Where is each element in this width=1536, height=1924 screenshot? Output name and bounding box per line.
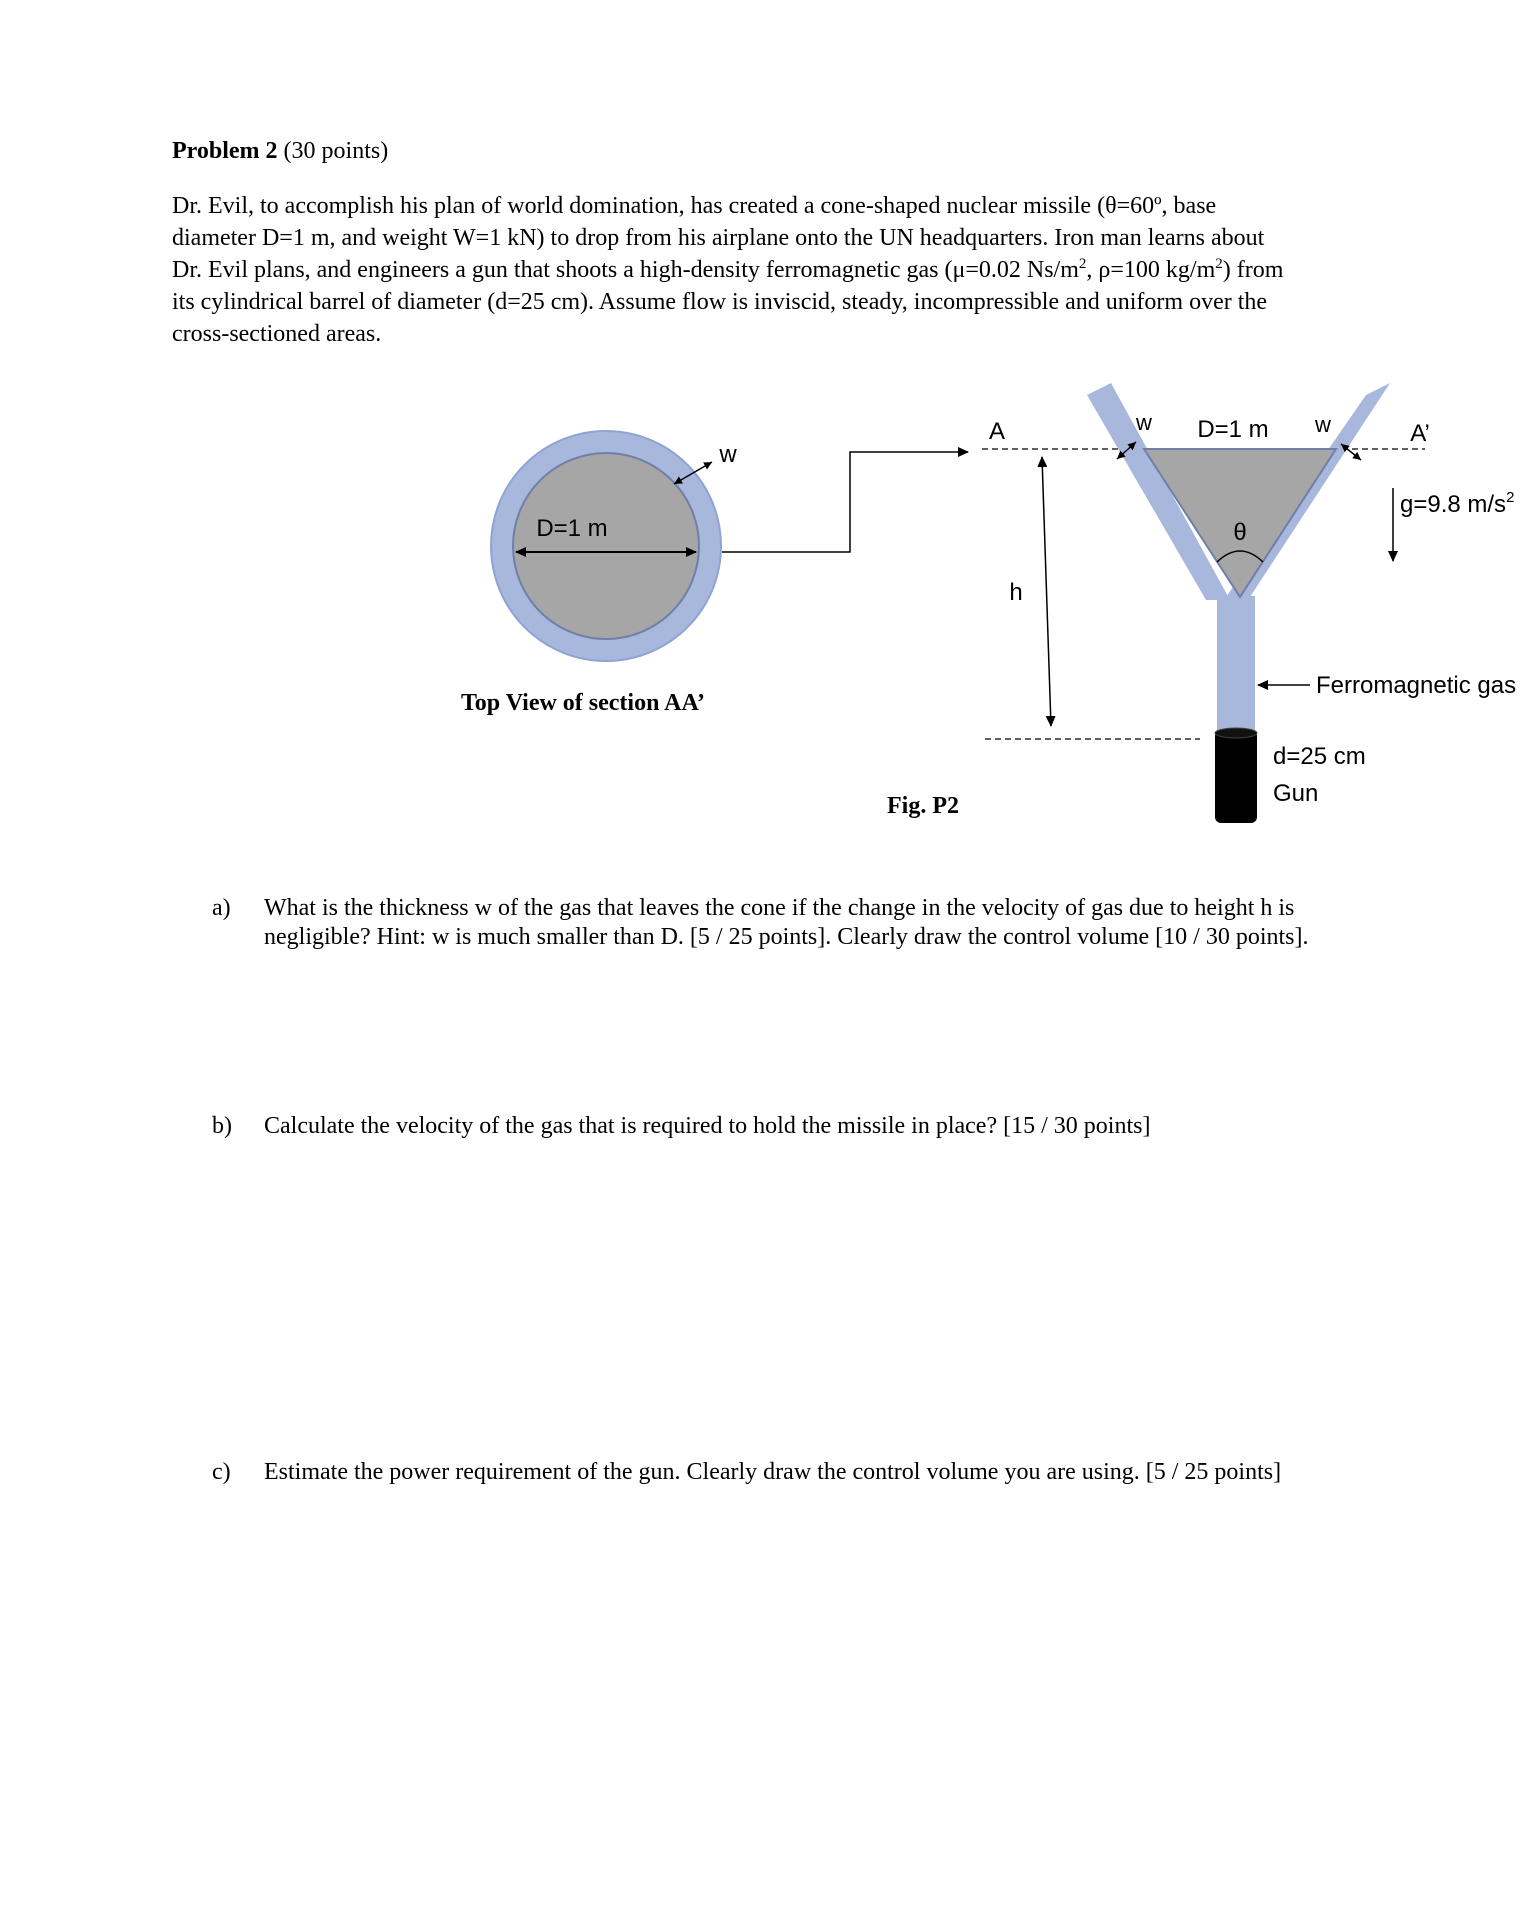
question-line: Calculate the velocity of the gas that is required to hold the missile in place? [15 / 30 points] [264,1113,1151,1139]
cone-angle-label: θ [1233,519,1247,546]
statement-line: Dr. Evil plans, and engineers a gun that shoots a high-density ferromagnetic gas (μ=0.02 $Ns/m^2$, ρ=100 $kg/m^2$) from [172,256,1284,283]
problem-title: Problem 2 [172,138,278,164]
gun-barrel [1215,730,1257,823]
top-view-thickness-label: w [719,441,737,468]
gun-muzzle [1215,728,1257,738]
thickness-left-label: w [1136,410,1152,435]
statement-line: its cylindrical barrel of diameter (d=25 cm). Assume flow is inviscid, steady, incompressible and uniform over the [172,289,1268,315]
problem-points: (30 points) [283,138,389,164]
question-line: negligible? Hint: w is much smaller than D. [5 / 25 points]. Clearly draw the control volume [10 / 30 points]. [264,924,1309,950]
statement-line: cross-sectioned areas. [172,321,382,347]
question-text [264,1112,1434,1141]
statement-line: Dr. Evil, to accomplish his plan of world domination, has created a cone-shaped nuclear missile (θ=60º, base [172,193,1217,219]
side-view-diameter-label: D=1 m [1197,416,1269,443]
section-end-label: A’ [1410,420,1430,447]
section-pointer [722,452,968,552]
question-line: What is the thickness w of the gas that leaves the cone if the change in the velocity of gas due to height h is [264,895,1295,921]
gun-label: Gun [1273,780,1319,807]
height-label: h [1009,579,1023,606]
figure-caption: Fig. P2 [887,793,959,819]
question-letter: a) [212,895,231,921]
top-view-caption: Top View of section AA’ [460,690,706,716]
question-text [264,1458,1434,1487]
question-letter: c) [212,1459,231,1485]
height-arrow [1042,457,1051,726]
thickness-right-label: w [1315,412,1331,437]
gas-jet-column [1217,596,1255,738]
question-line: Estimate the power requirement of the gun. Clearly draw the control volume you are using. [5 / 25 points] [264,1459,1282,1485]
top-view-diameter-label: D=1 m [536,515,608,542]
barrel-diameter-label: d=25 cm [1273,743,1366,770]
section-start-label: A [988,418,1006,445]
side-view [982,383,1516,823]
question-letter: b) [212,1113,232,1139]
gravity-label: g=9.8 $m/s^2$ [1400,489,1515,518]
missile-base-disc [513,453,699,639]
gas-label: Ferromagnetic gas [1316,672,1517,699]
top-view [461,431,737,716]
statement-line: diameter D=1 m, and weight W=1 kN) to drop from his airplane onto the UN headquarters. Iron man learns about [172,225,1265,251]
question-text [264,894,1434,952]
